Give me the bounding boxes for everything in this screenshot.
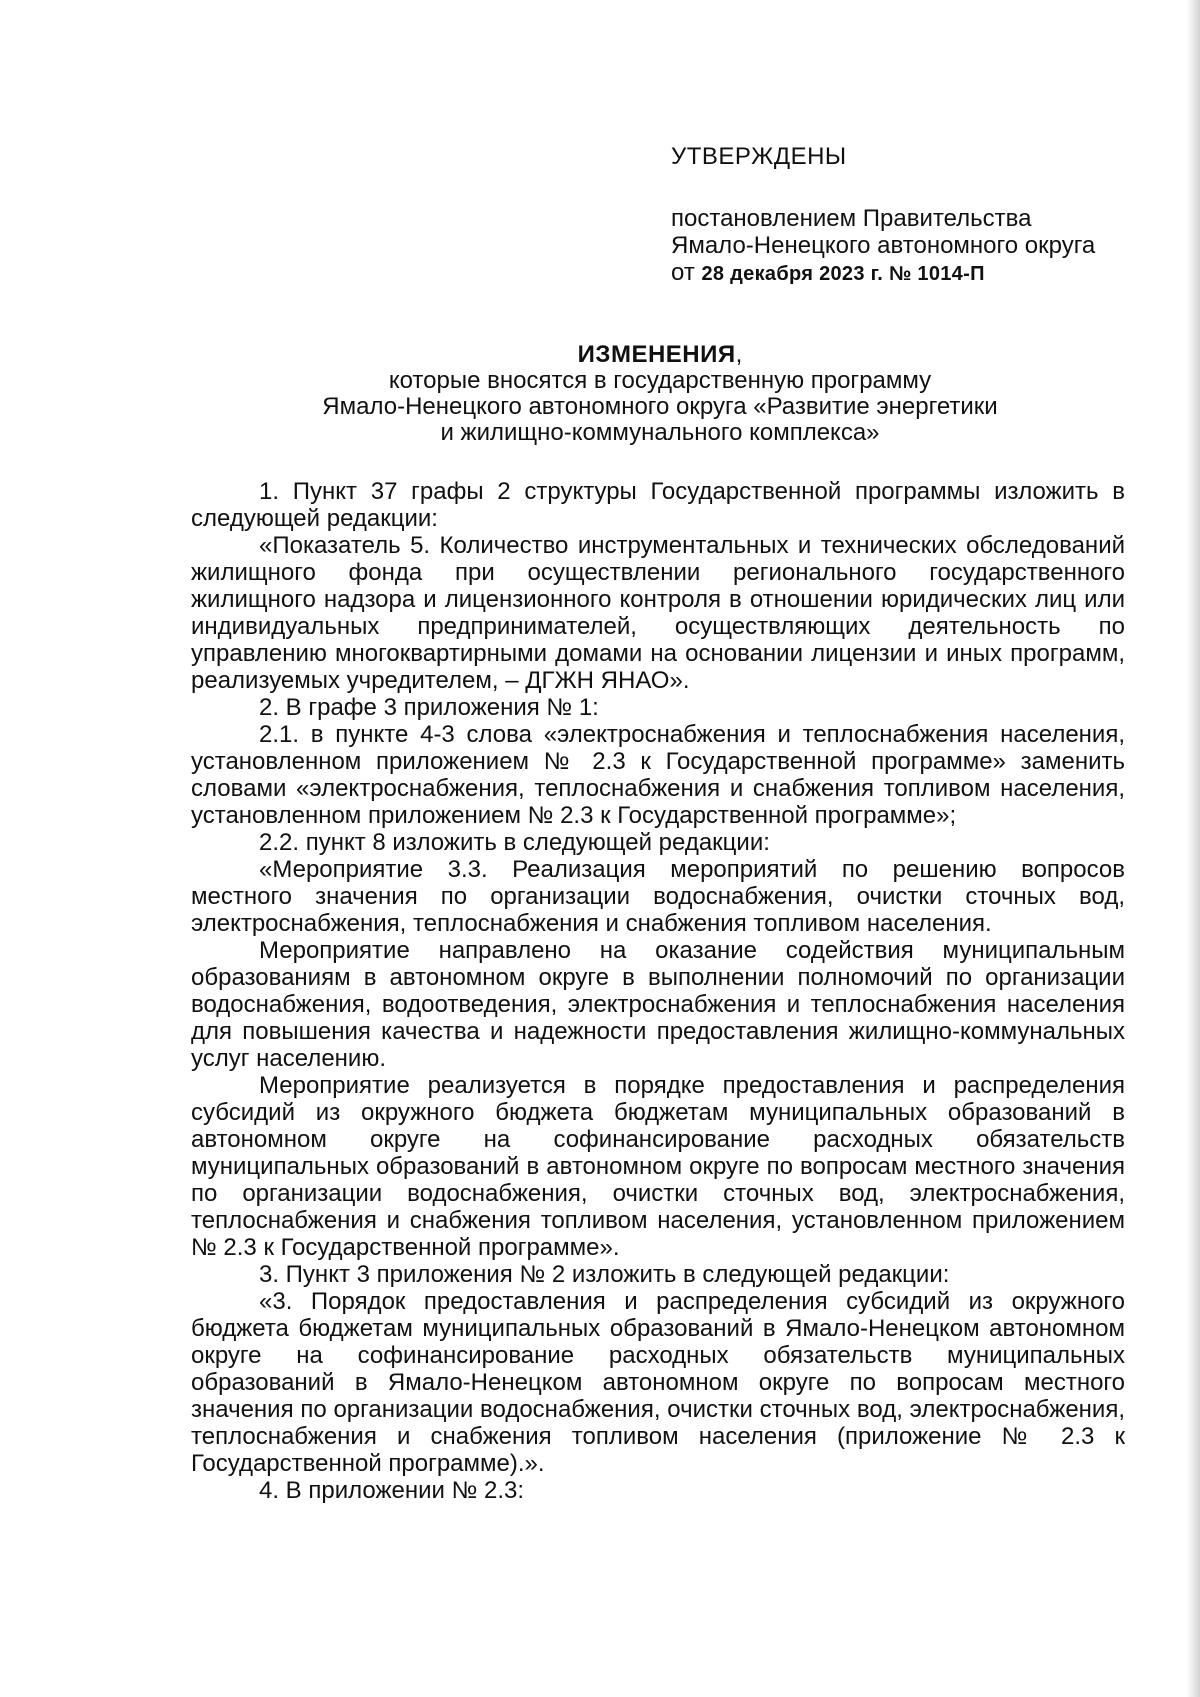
paragraph-11: 4. В приложении № 2.3: [259, 1477, 525, 1504]
approval-stamp [671, 143, 1141, 288]
document-title-block [190, 342, 1130, 446]
document-title: ИЗМЕНЕНИЯ [577, 341, 736, 368]
document-title-comma: , [735, 341, 743, 368]
page-edge-shadow [1186, 0, 1200, 1697]
paragraph-5: 2.2. пункт 8 изложить в следующей редакции: [259, 829, 770, 856]
paragraph-7: Мероприятие направлено на оказание содействия муниципальным образованиям в автономном округе в выполнении полномочий по организации водоснабжения, водоотведения, электроснабжения и теплоснабжения населения для повышения качества и надежности предоставления жилищно-коммунальных услуг населению. [191, 937, 1125, 1072]
document-subtitle-line-1: которые вносятся в государственную программу [388, 367, 932, 394]
paragraph-3: 2. В графе 3 приложения № 1: [259, 694, 599, 721]
approval-date-value: 28 декабря 2023 г. № 1014-П [701, 263, 985, 285]
paragraph-2: «Показатель 5. Количество инструментальных и технических обследований жилищного фонда при осуществлении регионального государственного жилищного надзора и лицензионного контроля в отношении юридических лиц или индивидуальных предпринимателей, осуществляющих деятельность по управлению многоквартирными домами на основании лицензии и иных программ, реализуемых учредителем, – ДГЖН ЯНАО». [191, 532, 1125, 694]
paragraph-6: «Мероприятие 3.3. Реализация мероприятий по решению вопросов местного значения по организации водоснабжения, очистки сточных вод, электроснабжения, теплоснабжения и снабжения топливом населения. [191, 856, 1125, 937]
approval-issuer-line-2: Ямало-Ненецкого автономного округа [671, 232, 1096, 259]
paragraph-1: 1. Пункт 37 графы 2 структуры Государственной программы изложить в следующей редакции: [191, 478, 1125, 532]
document-subtitle-line-3: и жилищно-коммунального комплекса» [440, 419, 880, 446]
approval-issuer-line-1: постановлением Правительства [671, 205, 1032, 232]
document-body [191, 478, 1125, 1504]
approval-heading: УТВЕРЖДЕНЫ [671, 143, 847, 170]
paragraph-4: 2.1. в пункте 4-3 слова «электроснабжения и теплоснабжения населения, установленном приложением № 2.3 к Государственной программе» заменить словами «электроснабжения, теплоснабжения и снабжения топливом населения, установленном приложением № 2.3 к Государственной программе»; [191, 721, 1125, 829]
document-subtitle-line-2: Ямало-Ненецкого автономного округа «Развитие энергетики [322, 393, 998, 420]
document-title-line [190, 342, 1130, 368]
approval-date-line [671, 259, 1141, 288]
paragraph-8: Мероприятие реализуется в порядке предоставления и распределения субсидий из окружного бюджета бюджетам муниципальных образований в автономном округе на софинансирование расходных обязательств муниципальных образований в автономном округе по вопросам местного значения по организации водоснабжения, очистки сточных вод, электроснабжения, теплоснабжения и снабжения топливом населения, установленном приложением № 2.3 к Государственной программе». [191, 1072, 1125, 1261]
paragraph-9: 3. Пункт 3 приложения № 2 изложить в следующей редакции: [259, 1261, 950, 1288]
paragraph-10: «3. Порядок предоставления и распределения субсидий из окружного бюджета бюджетам муниципальных образований в Ямало-Ненецком автономном округе на софинансирование расходных обязательств муниципальных образований в Ямало-Ненецком автономном округе по вопросам местного значения по организации водоснабжения, очистки сточных вод, электроснабжения, теплоснабжения и снабжения топливом населения (приложение № 2.3 к Государственной программе).». [191, 1288, 1125, 1477]
approval-date-prefix: от [671, 259, 695, 286]
